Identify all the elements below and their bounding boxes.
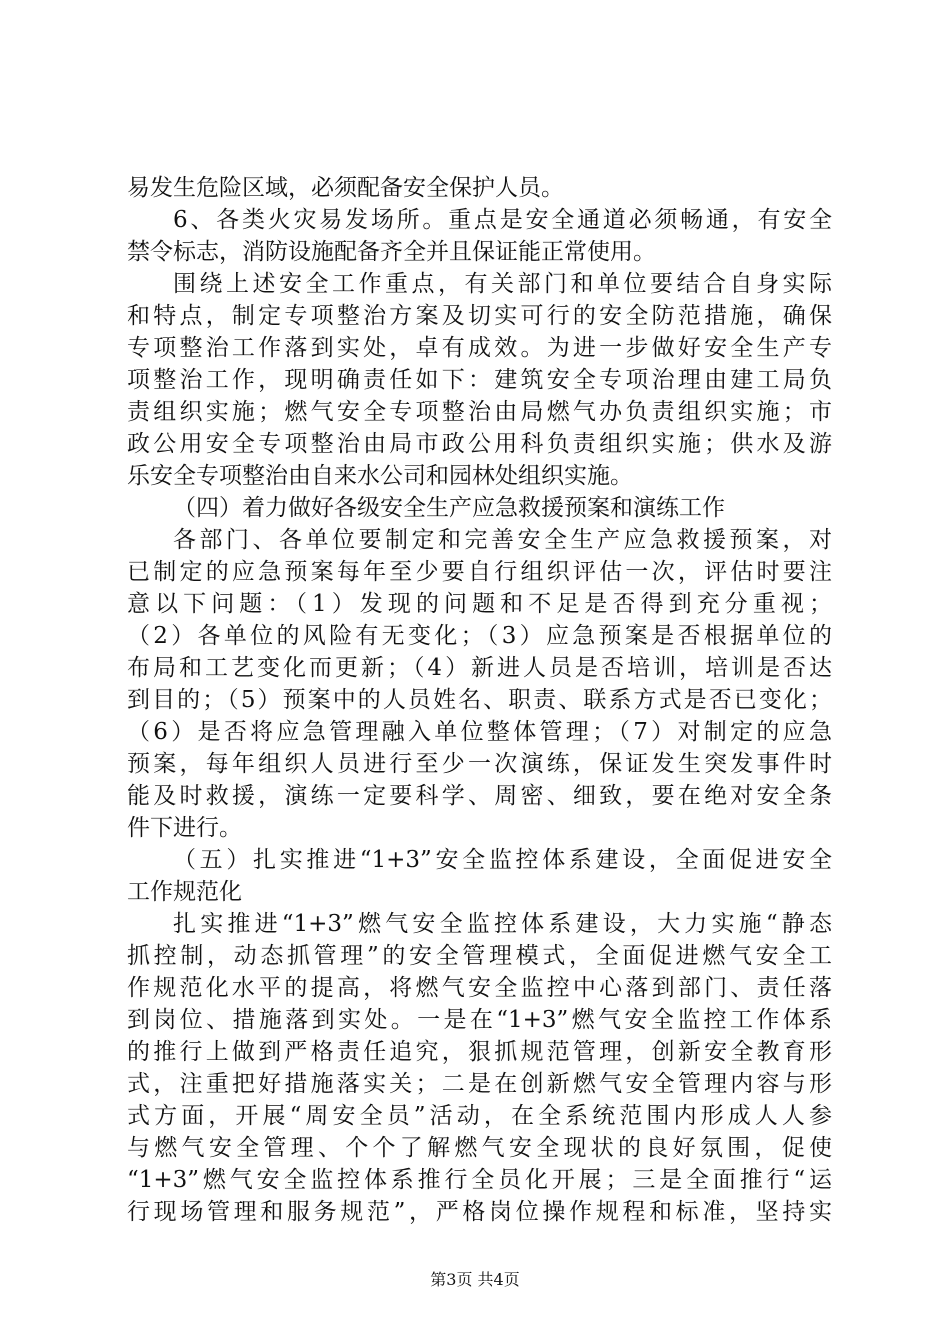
document-line: 预案，每年组织人员进行至少一次演练，保证发生突发事件时 bbox=[127, 751, 832, 777]
document-line: 已制定的应急预案每年至少要自行组织评估一次，评估时要注 bbox=[127, 559, 832, 585]
document-line: 和特点，制定专项整治方案及切实可行的安全防范措施，确保 bbox=[127, 303, 832, 329]
document-line: 责组织实施；燃气安全专项整治由局燃气办负责组织实施；市 bbox=[127, 399, 832, 425]
document-line: 围绕上述安全工作重点，有关部门和单位要结合自身实际 bbox=[173, 271, 832, 297]
document-line: 的推行上做到严格责任追究，狠抓规范管理，创新安全教育形 bbox=[127, 1039, 832, 1065]
document-line: （6）是否将应急管理融入单位整体管理；（7）对制定的应急 bbox=[127, 719, 832, 745]
document-line: 作规范化水平的提高，将燃气安全监控中心落到部门、责任落 bbox=[127, 975, 832, 1001]
document-line: “1+3”燃气安全监控体系推行全员化开展；三是全面推行“运 bbox=[127, 1167, 832, 1193]
document-line: 件下进行。 bbox=[127, 815, 242, 841]
document-line: 意以下问题：（1）发现的问题和不足是否得到充分重视； bbox=[127, 591, 832, 617]
document-line: （四）着力做好各级安全生产应急救援预案和演练工作 bbox=[173, 495, 725, 521]
document-line: 禁令标志，消防设施配备齐全并且保证能正常使用。 bbox=[127, 239, 656, 265]
document-line: 到目的；（5）预案中的人员姓名、职责、联系方式是否已变化； bbox=[127, 687, 832, 713]
document-line: 式，注重把好措施落实关；二是在创新燃气安全管理内容与形 bbox=[127, 1071, 832, 1097]
document-line: 式方面，开展“周安全员”活动，在全系统范围内形成人人参 bbox=[127, 1103, 832, 1129]
document-line: 到岗位、措施落到实处。一是在“1+3”燃气安全监控工作体系 bbox=[127, 1007, 832, 1033]
document-line: 布局和工艺变化而更新；（4）新进人员是否培训，培训是否达 bbox=[127, 655, 832, 681]
document-line: 行现场管理和服务规范”，严格岗位操作规程和标准，坚持实 bbox=[127, 1199, 832, 1225]
document-line: 扎实推进“1+3”燃气安全监控体系建设，大力实施“静态 bbox=[173, 911, 832, 937]
document-line: （2）各单位的风险有无变化；（3）应急预案是否根据单位的 bbox=[127, 623, 832, 649]
document-line: 6、各类火灾易发场所。重点是安全通道必须畅通，有安全 bbox=[173, 207, 832, 233]
document-line: 专项整治工作落到实处，卓有成效。为进一步做好安全生产专 bbox=[127, 335, 832, 361]
document-line: 项整治工作，现明确责任如下：建筑安全专项治理由建工局负 bbox=[127, 367, 832, 393]
document-line: 各部门、各单位要制定和完善安全生产应急救援预案，对 bbox=[173, 527, 832, 553]
document-line: 乐安全专项整治由自来水公司和园林处组织实施。 bbox=[127, 463, 633, 489]
document-body bbox=[127, 172, 832, 1228]
document-line: 与燃气安全管理、个个了解燃气安全现状的良好氛围，促使 bbox=[127, 1135, 832, 1161]
document-line: 能及时救援，演练一定要科学、周密、细致，要在绝对安全条 bbox=[127, 783, 832, 809]
page-footer: 第3页 共4页 bbox=[430, 1270, 520, 1289]
document-line: （五）扎实推进“1+3”安全监控体系建设，全面促进安全 bbox=[173, 847, 832, 873]
document-line: 抓控制，动态抓管理”的安全管理模式，全面促进燃气安全工 bbox=[127, 943, 832, 969]
document-line: 易发生危险区域，必须配备安全保护人员。 bbox=[127, 175, 564, 201]
document-line: 政公用安全专项整治由局市政公用科负责组织实施；供水及游 bbox=[127, 431, 832, 457]
document-line: 工作规范化 bbox=[127, 879, 242, 905]
